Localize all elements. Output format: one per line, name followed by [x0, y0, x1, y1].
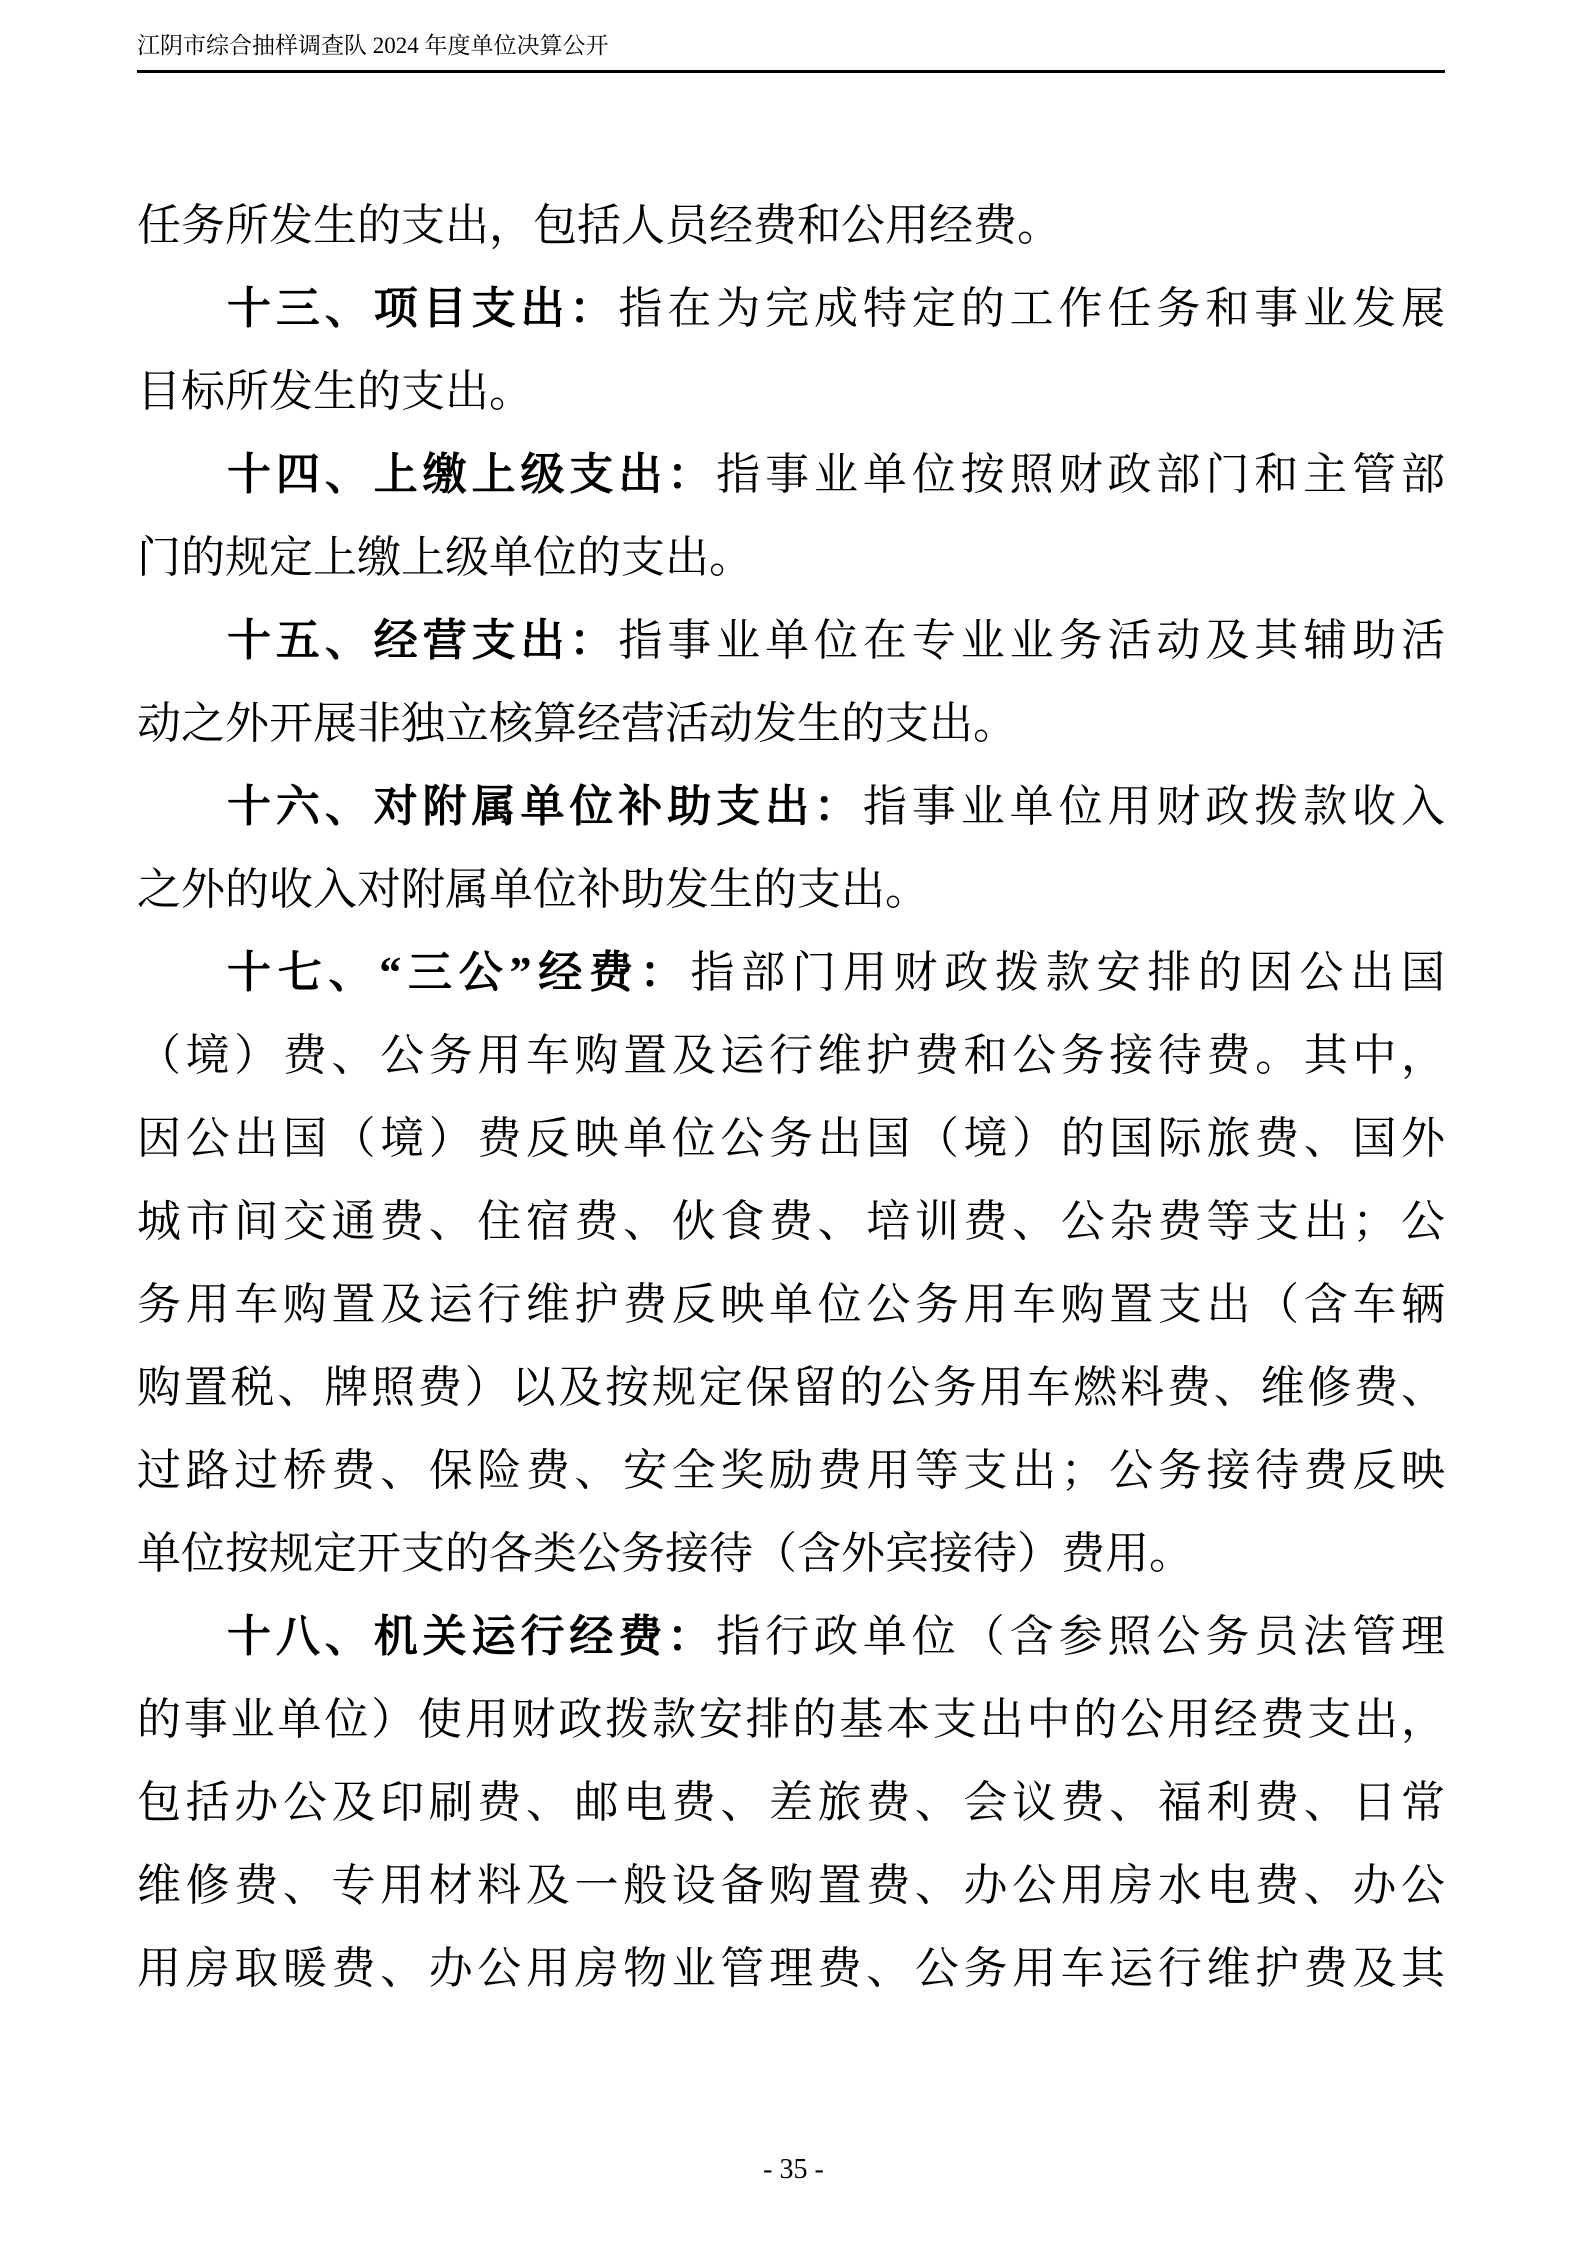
- bold-lead-in: 十七、“三公”经费：: [227, 948, 691, 997]
- line-text: 城市间交通费、住宿费、伙食费、培训费、公杂费等支出；公: [137, 1197, 1445, 1246]
- line-text: 指事业单位在专业业务活动及其辅助活: [618, 616, 1446, 665]
- line-text: 目标所发生的支出。: [137, 367, 533, 416]
- page-number: - 35 -: [763, 2154, 824, 2185]
- text-line: [137, 1429, 1445, 1512]
- text-line: [137, 1014, 1445, 1097]
- line-text: 务用车购置及运行维护费反映单位公务用车购置支出（含车辆: [137, 1280, 1445, 1329]
- document-body-text: [137, 184, 1445, 2010]
- text-line: [137, 1844, 1445, 1927]
- page-header: [137, 0, 1445, 80]
- header-title: 江阴市综合抽样调查队 2024 年度单位决算公开: [137, 33, 609, 58]
- line-text: 的事业单位）使用财政拨款安排的基本支出中的公用经费支出，: [137, 1695, 1445, 1744]
- line-text: 指事业单位按照财政部门和主管部: [716, 450, 1446, 499]
- text-line: [137, 1595, 1445, 1678]
- line-text: 包括办公及印刷费、邮电费、差旅费、会议费、福利费、日常: [137, 1778, 1445, 1827]
- text-line: [137, 1761, 1445, 1844]
- bold-lead-in: 十三、项目支出：: [227, 284, 619, 333]
- text-line: [137, 1678, 1445, 1761]
- text-line: [137, 516, 1445, 599]
- line-text: 单位按规定开支的各类公务接待（含外宾接待）费用。: [137, 1529, 1193, 1578]
- text-line: [137, 765, 1445, 848]
- text-line: [137, 599, 1445, 682]
- text-line: [137, 433, 1445, 516]
- header-divider-line: [137, 70, 1445, 73]
- line-text: 购置税、牌照费）以及按规定保留的公务用车燃料费、维修费、: [137, 1363, 1445, 1412]
- bold-lead-in: 十八、机关运行经费：: [227, 1612, 717, 1661]
- text-line: [137, 1097, 1445, 1180]
- text-line: [137, 1512, 1445, 1595]
- text-line: [137, 1927, 1445, 2010]
- text-line: [137, 1346, 1445, 1429]
- bold-lead-in: 十四、上缴上级支出：: [227, 450, 717, 499]
- line-text: 动之外开展非独立核算经营活动发生的支出。: [137, 699, 1017, 748]
- text-line: [137, 350, 1445, 433]
- line-text: 过路过桥费、保险费、安全奖励费用等支出；公务接待费反映: [137, 1446, 1445, 1495]
- text-line: [137, 931, 1445, 1014]
- bold-lead-in: 十六、对附属单位补助支出：: [227, 782, 863, 831]
- line-text: 指部门用财政拨款安排的因公出国: [690, 948, 1445, 997]
- line-text: 指事业单位用财政拨款收入: [862, 782, 1446, 831]
- line-text: 任务所发生的支出，包括人员经费和公用经费。: [137, 201, 1061, 250]
- page-footer: [0, 2150, 1587, 2190]
- line-text: 因公出国（境）费反映单位公务出国（境）的国际旅费、国外: [137, 1114, 1445, 1163]
- text-line: [137, 1263, 1445, 1346]
- line-text: 指行政单位（含参照公务员法管理: [716, 1612, 1446, 1661]
- line-text: 之外的收入对附属单位补助发生的支出。: [137, 865, 929, 914]
- text-line: [137, 267, 1445, 350]
- text-line: [137, 1180, 1445, 1263]
- line-text: 指在为完成特定的工作任务和事业发展: [618, 284, 1446, 333]
- text-line: [137, 184, 1445, 267]
- text-line: [137, 682, 1445, 765]
- line-text: 维修费、专用材料及一般设备购置费、办公用房水电费、办公: [137, 1861, 1445, 1910]
- line-text: （境）费、公务用车购置及运行维护费和公务接待费。其中，: [137, 1031, 1445, 1080]
- text-line: [137, 848, 1445, 931]
- line-text: 用房取暖费、办公用房物业管理费、公务用车运行维护费及其: [137, 1944, 1445, 1993]
- bold-lead-in: 十五、经营支出：: [227, 616, 619, 665]
- line-text: 门的规定上缴上级单位的支出。: [137, 533, 753, 582]
